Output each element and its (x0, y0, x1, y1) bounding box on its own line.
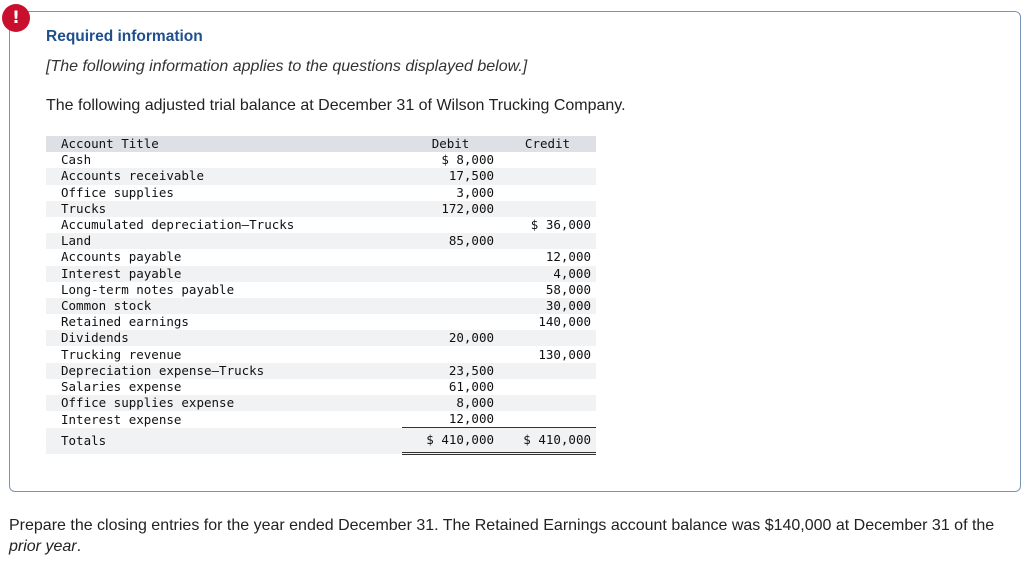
account-cell: Depreciation expense—Trucks (46, 363, 402, 379)
account-cell: Interest expense (61, 411, 182, 427)
debit-cell (402, 346, 499, 362)
header-account-title: Account Title (46, 136, 402, 152)
header-credit: Credit (499, 136, 596, 152)
credit-cell: 58,000 (545, 281, 591, 297)
table-row (46, 217, 596, 233)
table-row (46, 314, 596, 330)
question-prompt (9, 515, 1021, 557)
table-row (46, 152, 596, 168)
credit-cell (499, 152, 596, 168)
credit-cell (499, 411, 596, 428)
adjusted-trial-balance-table (46, 136, 596, 455)
table-row (46, 185, 596, 201)
credit-cell: $ 36,000 (530, 217, 591, 233)
table-row (46, 395, 596, 411)
debit-cell: 20,000 (402, 330, 499, 346)
debit-cell (402, 314, 499, 330)
debit-cell: 3,000 (456, 184, 494, 200)
account-cell: Trucks (46, 201, 402, 217)
account-cell: Salaries expense (61, 378, 182, 394)
prompt-text: Prepare the closing entries for the year ended December 31. The Retained Earnings account balance was $140,000 at December 31 of the (9, 517, 995, 534)
debit-cell (402, 266, 499, 282)
required-information-title: Required information (46, 28, 203, 45)
table-row (46, 233, 596, 249)
account-cell: Long-term notes payable (61, 281, 235, 297)
debit-cell: 17,500 (402, 168, 499, 184)
debit-cell: 61,000 (448, 378, 494, 394)
account-cell: Retained earnings (61, 314, 189, 330)
table-row (46, 298, 596, 314)
debit-cell: 23,500 (402, 363, 499, 379)
credit-cell (499, 363, 596, 379)
debit-cell: 172,000 (402, 201, 499, 217)
table-row (46, 168, 596, 184)
prompt-end: . (76, 538, 82, 555)
debit-cell: 12,000 (402, 411, 499, 428)
credit-cell (499, 379, 596, 395)
account-cell: Common stock (46, 298, 402, 314)
credit-cell: 140,000 (538, 314, 591, 330)
credit-cell: 12,000 (545, 249, 591, 265)
credit-cell (499, 168, 596, 184)
credit-cell (499, 201, 596, 217)
debit-cell (402, 282, 499, 298)
account-cell: Accounts payable (61, 249, 182, 265)
account-cell: Office supplies (61, 184, 174, 200)
credit-cell: 4,000 (499, 266, 596, 282)
account-cell: Land (46, 233, 402, 249)
account-cell: Dividends (46, 330, 402, 346)
credit-cell (499, 395, 596, 411)
info-note: [The following information applies to the questions displayed below.] (46, 58, 528, 75)
table-row (46, 282, 596, 298)
table-body (46, 152, 596, 454)
table-row (46, 201, 596, 217)
account-cell: Totals (46, 428, 402, 454)
table-row (46, 363, 596, 379)
table-row (46, 346, 596, 362)
table-row (46, 379, 596, 395)
table-row (46, 330, 596, 346)
debit-cell: $ 410,000 (402, 428, 499, 454)
table-row (46, 411, 596, 428)
account-cell: Interest payable (46, 266, 402, 282)
debit-cell (402, 249, 499, 265)
credit-cell: 130,000 (538, 346, 591, 362)
debit-cell: $ 8,000 (441, 152, 494, 168)
account-cell: Trucking revenue (61, 346, 182, 362)
credit-cell (499, 185, 596, 201)
table-header-row (46, 136, 596, 152)
debit-cell: 85,000 (402, 233, 499, 249)
table-row (46, 266, 596, 282)
debit-cell: 8,000 (402, 395, 499, 411)
info-intro: The following adjusted trial balance at December 31 of Wilson Trucking Company. (46, 97, 626, 114)
account-cell: Office supplies expense (46, 395, 402, 411)
header-debit: Debit (402, 136, 499, 152)
debit-cell (402, 217, 499, 233)
table-row (46, 249, 596, 265)
account-cell: Accumulated depreciation—Trucks (61, 217, 295, 233)
credit-cell (499, 233, 596, 249)
debit-cell (402, 298, 499, 314)
alert-exclamation-icon: ! (2, 4, 30, 32)
prompt-italic: prior year (9, 538, 77, 555)
account-cell: Accounts receivable (46, 168, 402, 184)
credit-cell: $ 410,000 (499, 428, 596, 454)
credit-cell: 30,000 (499, 298, 596, 314)
totals-row (46, 428, 596, 454)
credit-cell (499, 330, 596, 346)
account-cell: Cash (61, 152, 92, 168)
